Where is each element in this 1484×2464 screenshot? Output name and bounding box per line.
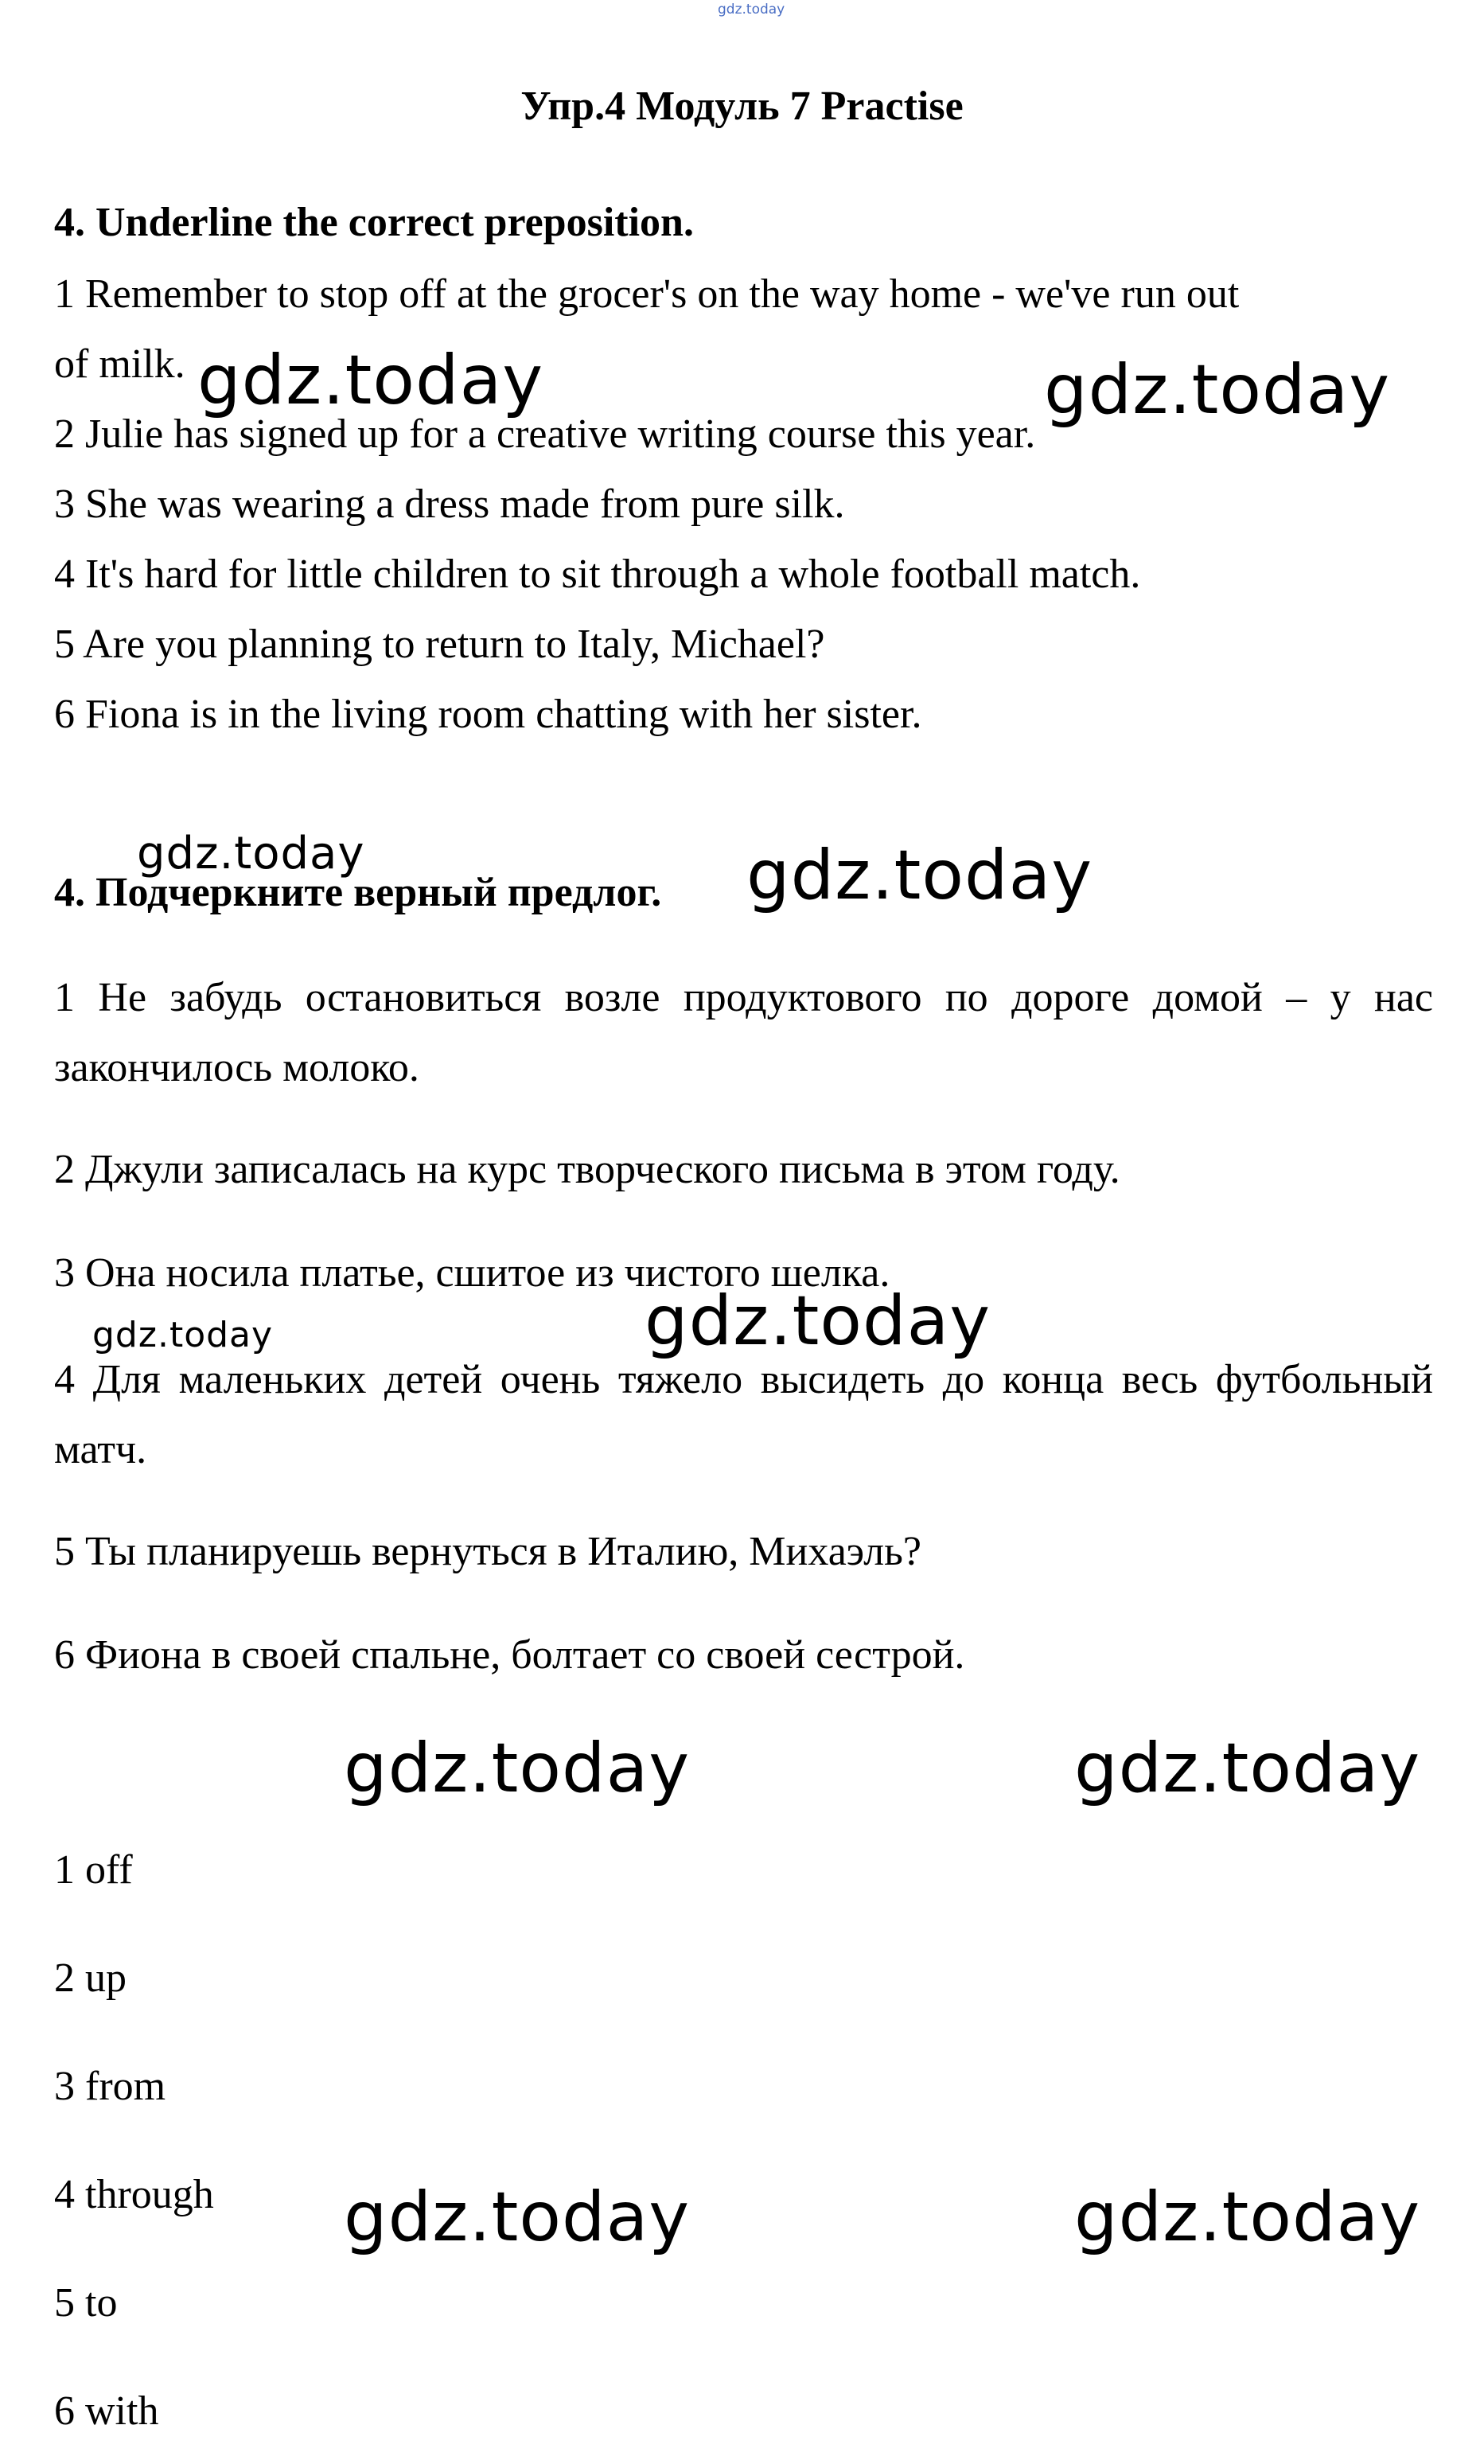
russian-item-3: 3 Она носила платье, сшитое из чистого шелка. bbox=[54, 1250, 890, 1296]
watermark: gdz.today bbox=[344, 2177, 691, 2257]
russian-item-5: 5 Ты планируешь вернуться в Италию, Михаэль? bbox=[54, 1529, 921, 1574]
russian-item-2: 2 Джули записалась на курс творческого письма в этом году. bbox=[54, 1147, 1120, 1192]
russian-item-6: 6 Фиона в своей спальне, болтает со своей сестрой. bbox=[54, 1632, 965, 1678]
answer-5: 5 to bbox=[54, 2280, 118, 2326]
english-item-5: 5 Are you planning to return to Italy, Michael? bbox=[54, 622, 825, 667]
answer-1: 1 off bbox=[54, 1847, 133, 1893]
english-item-3: 3 She was wearing a dress made from pure silk. bbox=[54, 481, 845, 527]
page-title: Упр.4 Модуль 7 Practise bbox=[520, 84, 964, 129]
watermark: gdz.today bbox=[344, 1729, 691, 1808]
english-task-heading: 4. Underline the correct preposition. bbox=[54, 200, 694, 245]
watermark: gdz.today bbox=[1044, 350, 1391, 430]
watermark: gdz.today bbox=[1074, 2177, 1421, 2257]
answer-4: 4 through bbox=[54, 2172, 214, 2217]
english-item-6: 6 Fiona is in the living room chatting with her sister. bbox=[54, 692, 922, 737]
top-watermark: gdz.today bbox=[718, 2, 785, 18]
watermark: gdz.today bbox=[137, 828, 365, 879]
english-item-4: 4 It's hard for little children to sit through a whole football match. bbox=[54, 552, 1141, 597]
russian-task-heading: 4. Подчеркните верный предлог. bbox=[54, 870, 662, 915]
answer-3: 3 from bbox=[54, 2064, 166, 2109]
russian-item-4: 4 Для маленьких детей очень тяжело высидеть до конца весь футбольный матч. bbox=[54, 1357, 1433, 1472]
russian-item-1: 1 Не забудь остановиться возле продуктового по дороге домой – у нас закончилось молоко. bbox=[54, 975, 1433, 1090]
english-item-1-continued: of milk. bbox=[54, 341, 185, 387]
watermark: gdz.today bbox=[197, 341, 544, 420]
watermark: gdz.today bbox=[1074, 1729, 1421, 1808]
english-item-2: 2 Julie has signed up for a creative writing course this year. bbox=[54, 411, 1036, 457]
english-item-1: 1 Remember to stop off at the grocer's on the way home - we've run out bbox=[54, 271, 1240, 317]
watermark: gdz.today bbox=[746, 836, 1093, 915]
answer-6: 6 with bbox=[54, 2388, 159, 2434]
watermark: gdz.today bbox=[92, 1315, 274, 1355]
watermark: gdz.today bbox=[645, 1281, 991, 1361]
answer-2: 2 up bbox=[54, 1955, 127, 2001]
